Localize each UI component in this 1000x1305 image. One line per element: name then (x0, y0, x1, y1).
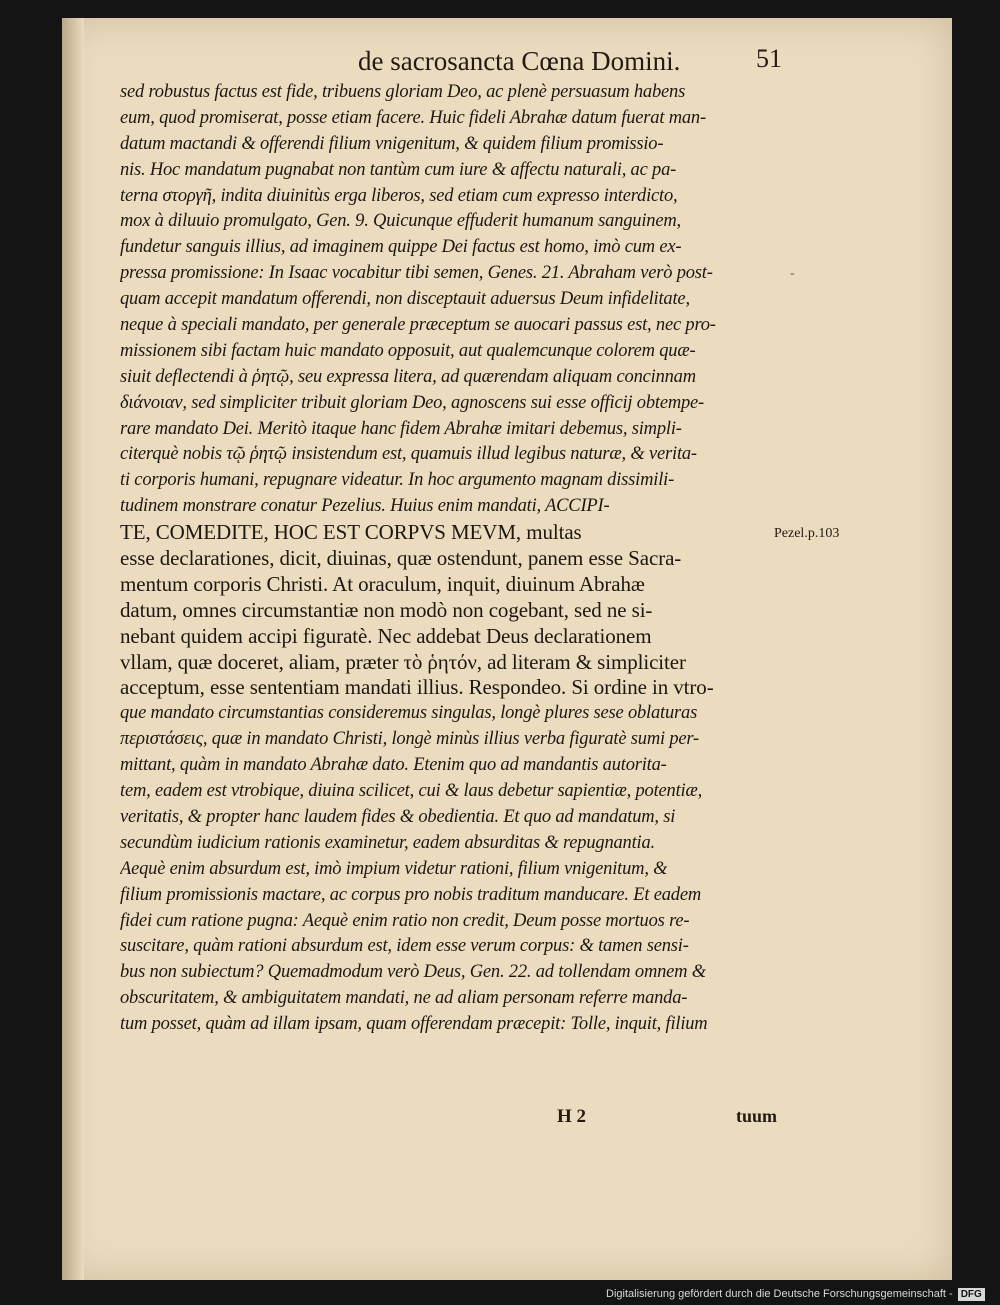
text-line: que mandato circumstantias consideremus singulas, longè plures sese oblaturas (120, 703, 698, 724)
text-line: eum, quod promiserat, posse etiam facere. Huic fideli Abrahæ datum fuerat man- (120, 107, 706, 128)
text-line: quam accepit mandatum offerendi, non disceptauit aduersus Deum infidelitate, (120, 289, 690, 310)
text-line: pressa promissione: In Isaac vocabitur tibi semen, Genes. 21. Abraham verò post- (120, 263, 713, 284)
text-line: tem, eadem est vtrobique, diuina scilicet, cui & laus debetur sapientiæ, potentiæ, (120, 781, 703, 802)
text-line: missionem sibi factam huic mandato opposuit, aut qualemcunque colorem quæ- (120, 340, 696, 361)
text-line: nis. Hoc mandatum pugnabat non tantùm cum iure & affectu naturali, ac pa- (120, 159, 677, 180)
text-line: datum, omnes circumstantiæ non modò non cogebant, sed ne si- (120, 597, 653, 622)
text-line: datum mactandi & offerendi filium vnigenitum, & quidem filium promissio- (120, 133, 664, 154)
text-line: terna στοργῆ, indita diuinitùs erga liberos, sed etiam cum expresso interdicto, (120, 185, 678, 206)
text-line: obscuritatem, & ambiguitatem mandati, ne ad aliam personam referre manda- (120, 988, 688, 1009)
body-text (120, 80, 825, 1038)
text-line: acceptum, esse sententiam mandati illius. Respondeo. Si ordine in vtro- (120, 675, 714, 700)
signature-mark: H 2 (557, 1106, 587, 1127)
text-line: bus non subiectum? Quemadmodum verò Deus, Gen. 22. ad tollendam omnem & (120, 962, 706, 983)
text-line: fundetur sanguis illius, ad imaginem quippe Dei factus est homo, imò cum ex- (120, 237, 682, 258)
text-line: nebant quidem accipi figuratè. Nec addebat Deus declarationem (120, 623, 652, 648)
text-line: siuit deflectendi à ῥητῷ, seu expressa litera, ad quærendam aliquam concinnam (120, 366, 696, 387)
text-line: vllam, quæ doceret, aliam, præter τὸ ῥητόν, ad literam & simpliciter (120, 649, 686, 674)
margin-mark: - (790, 266, 795, 281)
text-line: citerquè nobis τῷ ῥητῷ insistendum est, quamuis illud legibus naturæ, & verita- (120, 444, 697, 465)
book-page (62, 18, 952, 1280)
text-line: mittant, quàm in mandato Abrahæ dato. Etenim quo ad mandantis autorita- (120, 755, 667, 776)
footer-credit: Digitalisierung gefördert durch die Deutsche Forschungsgemeinschaft - (606, 1288, 953, 1300)
digitization-footer (606, 1285, 985, 1303)
text-line: tum posset, quàm ad illam ipsam, quam offerendam præcepit: Tolle, inquit, filium (120, 1014, 708, 1035)
text-line: mentum corporis Christi. At oraculum, inquit, diuinum Abrahæ (120, 571, 645, 596)
text-line: secundùm iudicium rationis examinetur, eadem absurditas & repugnantia. (120, 832, 655, 853)
text-line: veritatis, & propter hanc laudem fides & obedientia. Et quo ad mandatum, si (120, 806, 676, 827)
text-line: Aequè enim absurdum est, imò impium videtur rationi, filium vnigenitum, & (120, 858, 668, 879)
running-head: de sacrosancta Cœna Domini. (358, 46, 681, 76)
page-number: 51 (756, 44, 782, 73)
margin-note: Pezel.p.103 (774, 526, 840, 541)
text-line: suscitare, quàm rationi absurdum est, idem esse verum corpus: & tamen sensi- (120, 936, 689, 957)
text-line: περιστάσεις, quæ in mandato Christi, longè minùs illius verba figuratè sumi per- (120, 729, 700, 750)
text-line: sed robustus factus est fide, tribuens gloriam Deo, ac plenè persuasum habens (120, 82, 686, 102)
dfg-logo: DFG (958, 1288, 985, 1301)
text-line: fidei cum ratione pugna: Aequè enim ratio non credit, Deum posse mortuos re- (120, 910, 690, 931)
text-line: esse declarationes, dicit, diuinas, quæ ostendunt, panem esse Sacra- (120, 546, 682, 571)
text-line: neque à speciali mandato, per generale præceptum se auocari passus est, nec pro- (120, 315, 716, 336)
text-line: mox à diluuio promulgato, Gen. 9. Quicunque effuderit humanum sanguinem, (120, 211, 681, 232)
text-line: TE, COMEDITE, HOC EST CORPVS MEVM, multas (120, 520, 582, 545)
catchword: tuum (736, 1106, 778, 1126)
page-gutter-shadow (62, 18, 84, 1280)
text-line: ti corporis humani, repugnare videatur. In hoc argumento magnam dissimili- (120, 470, 675, 491)
text-line: rare mandato Dei. Meritò itaque hanc fidem Abrahæ imitari debemus, simpli- (120, 418, 682, 439)
text-line: filium promissionis mactare, ac corpus pro nobis traditum manducare. Et eadem (120, 884, 702, 905)
text-line: διάνοιαν, sed simpliciter tribuit gloriam Deo, agnoscens sui esse officij obtempe- (120, 392, 705, 413)
text-line: tudinem monstrare conatur Pezelius. Huius enim mandati, ACCIPI- (120, 496, 610, 517)
